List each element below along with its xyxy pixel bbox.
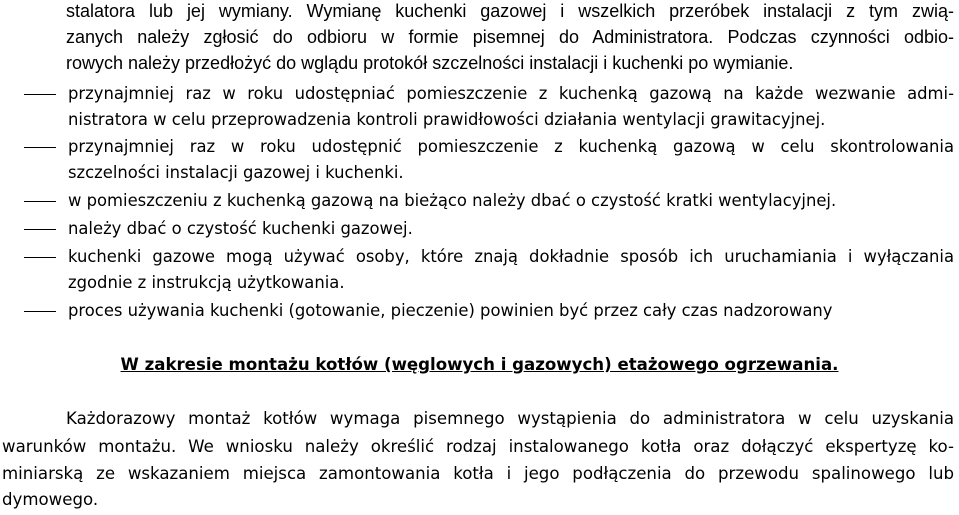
list-item-2-line-1: przynajmniej raz w roku udostępnić pomieszczenie z kuchenką gazową w celu skontrolowania xyxy=(68,137,954,156)
list-item-1-line-2: nistratora w celu przeprowadzenia kontroli prawidłowości działania wentylacji grawitacyjnej. xyxy=(68,110,826,129)
list-item-5-line-2: zgodnie z instrukcją użytkowania. xyxy=(68,273,345,292)
paragraph-line-4: dymowego. xyxy=(2,490,99,509)
dash-bullet-icon xyxy=(24,229,56,230)
dash-bullet-icon xyxy=(24,311,56,312)
list-item-3-line-1: w pomieszczeniu z kuchenką gazową na bieżąco należy dbać o czystość kratki wentylacyjnej. xyxy=(68,191,837,210)
list-item-6-line-1: proces używania kuchenki (gotowanie, pieczenie) powinien być przez cały czas nadzorowany xyxy=(68,301,833,320)
dash-bullet-icon xyxy=(24,257,56,258)
dash-bullet-icon xyxy=(24,147,56,148)
dash-bullet-icon xyxy=(24,94,56,95)
list-item-1-line-1: przynajmniej raz w roku udostępniać pomieszczenie z kuchenką gazową na każde wezwanie admi- xyxy=(68,84,954,103)
paragraph-line-3: miniarską ze wskazaniem miejsca zamontowania kotła i jego podłączenia do przewodu spalinowego lub xyxy=(2,464,954,483)
list-item-4-line-1: należy dbać o czystość kuchenki gazowej. xyxy=(68,219,413,238)
list-item-2-line-2: szczelności instalacji gazowej i kuchenki. xyxy=(68,163,404,182)
paragraph-line-1: Każdorazowy montaż kotłów wymaga pisemnego wystąpienia do administratora w celu uzyskania xyxy=(66,409,954,428)
dash-bullet-icon xyxy=(24,201,56,202)
intro-line-1: stalatora lub jej wymiany. Wymianę kuchenki gazowej i wszelkich przeróbek instalacji z tym zwią- xyxy=(66,1,954,21)
list-item-5-line-1: kuchenki gazowe mogą używać osoby, które znają dokładnie sposób ich uruchamiania i wyłączania xyxy=(68,247,954,266)
paragraph-line-2: warunków montażu. We wniosku należy określić rodzaj instalowanego kotła oraz dołączyć ekspertyzę ko- xyxy=(2,437,954,456)
intro-line-3: rowych należy przedłożyć do wglądu protokół szczelności instalacji i kuchenki po wymianie. xyxy=(66,53,794,73)
section-heading: W zakresie montażu kotłów (węglowych i gazowych) etażowego ogrzewania. xyxy=(120,355,839,374)
intro-line-2: zanych należy zgłosić do odbioru w formie pisemnej do Administratora. Podczas czynności odbio- xyxy=(66,27,954,47)
